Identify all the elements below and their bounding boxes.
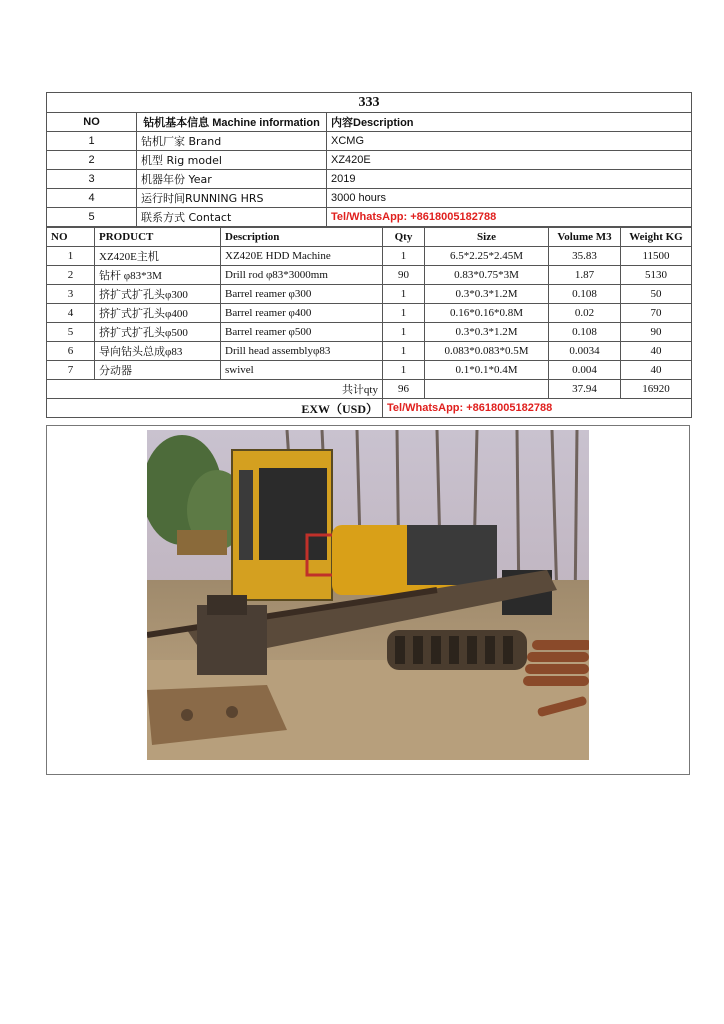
product-volume: 0.02 [549, 304, 621, 323]
info-value: XZ420E [327, 151, 692, 170]
total-row [47, 380, 692, 399]
info-header-description: 内容Description [327, 113, 692, 132]
info-no: 4 [47, 189, 137, 208]
col-header-volume: Volume M3 [549, 228, 621, 247]
product-qty: 1 [383, 342, 425, 361]
product-name: 分动器 [95, 361, 221, 380]
product-size: 0.3*0.3*1.2M [425, 323, 549, 342]
product-weight: 5130 [621, 266, 692, 285]
product-list-table [46, 227, 692, 418]
product-weight: 11500 [621, 247, 692, 266]
product-row [47, 247, 692, 266]
product-row [47, 266, 692, 285]
info-row [47, 132, 692, 151]
total-weight: 16920 [621, 380, 692, 399]
product-volume: 0.0034 [549, 342, 621, 361]
product-qty: 1 [383, 247, 425, 266]
info-header-row [47, 113, 692, 132]
product-name: 钻杆 φ83*3M [95, 266, 221, 285]
product-description: XZ420E HDD Machine [221, 247, 383, 266]
product-name: XZ420E主机 [95, 247, 221, 266]
contact-phone: Tel/WhatsApp: +8618005182788 [327, 208, 692, 227]
product-size: 0.3*0.3*1.2M [425, 285, 549, 304]
product-description: Drill head assemblyφ83 [221, 342, 383, 361]
product-size: 0.1*0.1*0.4M [425, 361, 549, 380]
info-header-machine-info: 钻机基本信息 Machine information [137, 113, 327, 132]
product-no: 7 [47, 361, 95, 380]
sheet-title: 333 [47, 93, 692, 113]
machine-photo [147, 430, 589, 760]
product-weight: 40 [621, 361, 692, 380]
info-row [47, 208, 692, 227]
info-value: 3000 hours [327, 189, 692, 208]
exw-label: EXW（USD） [47, 399, 383, 418]
product-row [47, 285, 692, 304]
info-header-no: NO [47, 113, 137, 132]
product-no: 1 [47, 247, 95, 266]
product-no: 3 [47, 285, 95, 304]
product-description: Drill rod φ83*3000mm [221, 266, 383, 285]
product-name: 挤扩式扩孔头φ400 [95, 304, 221, 323]
product-no: 2 [47, 266, 95, 285]
product-no: 5 [47, 323, 95, 342]
product-name: 导向钻头总成φ83 [95, 342, 221, 361]
product-volume: 35.83 [549, 247, 621, 266]
info-no: 2 [47, 151, 137, 170]
info-row [47, 151, 692, 170]
info-no: 1 [47, 132, 137, 151]
product-weight: 40 [621, 342, 692, 361]
exw-row [47, 399, 692, 418]
product-qty: 90 [383, 266, 425, 285]
product-weight: 50 [621, 285, 692, 304]
product-qty: 1 [383, 285, 425, 304]
total-size-empty [425, 380, 549, 399]
col-header-no: NO [47, 228, 95, 247]
info-row [47, 189, 692, 208]
quotation-sheet [46, 92, 691, 418]
product-qty: 1 [383, 323, 425, 342]
info-label: 机器年份 Year [137, 170, 327, 189]
product-name: 挤扩式扩孔头φ300 [95, 285, 221, 304]
product-size: 6.5*2.25*2.45M [425, 247, 549, 266]
product-volume: 0.004 [549, 361, 621, 380]
title-row [47, 93, 692, 113]
total-qty: 96 [383, 380, 425, 399]
product-row [47, 304, 692, 323]
product-description: Barrel reamer φ400 [221, 304, 383, 323]
product-name: 挤扩式扩孔头φ500 [95, 323, 221, 342]
info-label: 机型 Rig model [137, 151, 327, 170]
col-header-weight: Weight KG [621, 228, 692, 247]
exw-contact-phone: Tel/WhatsApp: +8618005182788 [383, 399, 692, 418]
product-description: swivel [221, 361, 383, 380]
product-no: 6 [47, 342, 95, 361]
col-header-description: Description [221, 228, 383, 247]
hdd-rig-photo-illustration [147, 430, 589, 760]
info-label: 钻机厂家 Brand [137, 132, 327, 151]
info-value: XCMG [327, 132, 692, 151]
product-header-row [47, 228, 692, 247]
product-volume: 0.108 [549, 285, 621, 304]
info-label: 联系方式 Contact [137, 208, 327, 227]
product-row [47, 323, 692, 342]
info-value: 2019 [327, 170, 692, 189]
col-header-size: Size [425, 228, 549, 247]
col-header-product: PRODUCT [95, 228, 221, 247]
product-description: Barrel reamer φ300 [221, 285, 383, 304]
machine-info-table [46, 92, 692, 227]
product-description: Barrel reamer φ500 [221, 323, 383, 342]
product-row [47, 342, 692, 361]
info-label: 运行时间RUNNING HRS [137, 189, 327, 208]
machine-photo-frame [46, 425, 690, 775]
info-row [47, 170, 692, 189]
product-qty: 1 [383, 361, 425, 380]
product-size: 0.83*0.75*3M [425, 266, 549, 285]
product-size: 0.083*0.083*0.5M [425, 342, 549, 361]
col-header-qty: Qty [383, 228, 425, 247]
product-qty: 1 [383, 304, 425, 323]
product-volume: 1.87 [549, 266, 621, 285]
product-weight: 90 [621, 323, 692, 342]
info-no: 5 [47, 208, 137, 227]
product-weight: 70 [621, 304, 692, 323]
total-volume: 37.94 [549, 380, 621, 399]
info-no: 3 [47, 170, 137, 189]
product-size: 0.16*0.16*0.8M [425, 304, 549, 323]
total-label: 共计qty [47, 380, 383, 399]
product-row [47, 361, 692, 380]
product-no: 4 [47, 304, 95, 323]
product-volume: 0.108 [549, 323, 621, 342]
